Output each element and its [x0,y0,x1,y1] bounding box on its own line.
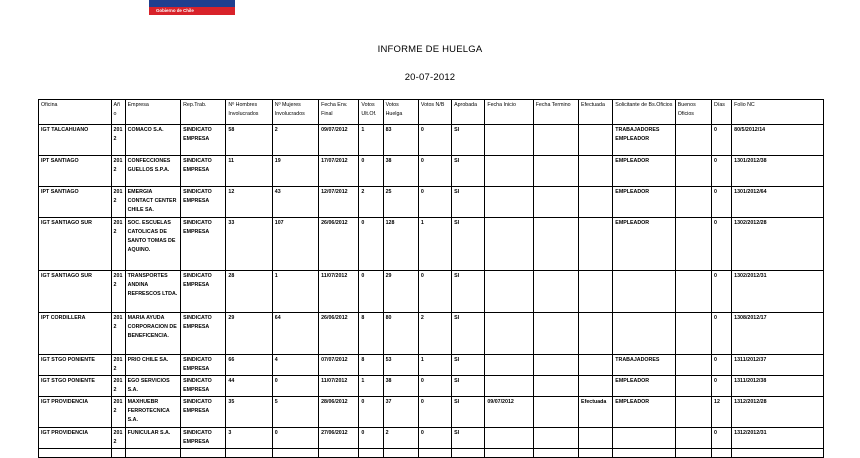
table-row [39,187,824,218]
cell-dias: 0 [712,125,732,156]
cell-folio-nc: 1312/2012/28 [732,397,824,428]
cell-votos-nb: 1 [418,218,451,271]
column-header-ano: Año [111,100,125,125]
cell-votos-nb: 0 [418,428,451,449]
cell-solicitante [613,271,675,313]
cell-n-mujeres: 19 [272,156,318,187]
cell-votos-huelga: 25 [383,187,418,218]
cell-votos-ult-of: 8 [359,313,383,355]
cell-folio-nc: 1308/2012/17 [732,313,824,355]
government-logo [149,0,235,15]
table-row [39,376,824,397]
cell-ano: 2012 [111,376,125,397]
cell-oficina: IGT TALCAHUANO [39,125,112,156]
cell-fecha-env-final: 11/07/2012 [319,376,359,397]
cell-efectuada [579,125,613,156]
cell-efectuada [579,156,613,187]
cell-votos-huelga: 37 [383,397,418,428]
column-header-folio-nc: Folio NC [732,100,824,125]
cell-fecha-termino [533,397,578,428]
cell-empresa: COMACO S.A. [125,125,180,156]
cell-aprobada: SI [452,187,485,218]
cell-n-mujeres: 107 [272,218,318,271]
cell-n-hombres: 35 [226,397,272,428]
column-header-efectuada: Efectuada [579,100,613,125]
cell-solicitante: EMPLEADOR [613,397,675,428]
cell-n-mujeres: 4 [272,355,318,376]
cell-solicitante [613,428,675,449]
cell-fecha-inicio [485,156,533,187]
cell-votos-ult-of: 1 [359,125,383,156]
cell-oficina: IPT SANTIAGO [39,156,112,187]
column-header-votos-ult-of: Votos Ult.Of. [359,100,383,125]
cell-fecha-inicio [485,376,533,397]
cell-buenos-oficios [675,355,711,376]
cell-dias: 0 [712,218,732,271]
cell-oficina: IGT SANTIAGO SUR [39,271,112,313]
cell-votos-huelga: 53 [383,355,418,376]
cell-solicitante: TRABAJADORES [613,355,675,376]
cell-fecha-inicio [485,271,533,313]
table-row [39,125,824,156]
cell-folio-nc: 1311/2012/38 [732,376,824,397]
cell-votos-nb: 0 [418,187,451,218]
cell-fecha-env-final: 27/06/2012 [319,428,359,449]
cell-fecha-inicio [485,313,533,355]
strike-report-table [38,99,824,458]
cell-dias: 0 [712,355,732,376]
cell-efectuada [579,355,613,376]
header-row [39,100,824,125]
cell-efectuada [579,428,613,449]
column-header-n-hombres: Nº Hombres Involucrados [226,100,272,125]
cell-oficina: IGT STGO PONIENTE [39,355,112,376]
cell-fecha-termino [533,125,578,156]
cell-fecha-termino [533,313,578,355]
cell-fecha-inicio [485,125,533,156]
cell-votos-ult-of: 8 [359,355,383,376]
cell-fecha-inicio [485,187,533,218]
cell-rep-trab: SINDICATO EMPRESA [181,428,226,449]
cell-folio-nc: 1301/2012/38 [732,156,824,187]
table-row [39,428,824,449]
cell-votos-nb: 0 [418,376,451,397]
cell-fecha-termino [533,355,578,376]
cell-folio-nc: 80/5/2012/14 [732,125,824,156]
cell-rep-trab: SINDICATO EMPRESA [181,187,226,218]
cell-dias: 0 [712,376,732,397]
table-row [39,355,824,376]
column-header-fecha-termino: Fecha Termino [533,100,578,125]
cell-dias: 0 [712,428,732,449]
cell-votos-nb: 0 [418,397,451,428]
cell-aprobada: SI [452,397,485,428]
cell-oficina: IPT CORDILLERA [39,313,112,355]
cell-rep-trab: SINDICATO EMPRESA [181,125,226,156]
cell-rep-trab: SINDICATO EMPRESA [181,156,226,187]
cell-ano: 2012 [111,428,125,449]
cell-solicitante: EMPLEADOR [613,156,675,187]
cell-dias: 0 [712,156,732,187]
cell-aprobada: SI [452,156,485,187]
cell-rep-trab: SINDICATO EMPRESA [181,376,226,397]
cell-n-hombres: 58 [226,125,272,156]
cell-n-mujeres: 5 [272,397,318,428]
cell-efectuada [579,376,613,397]
cell-empresa: EGO SERVICIOS S.A. [125,376,180,397]
column-header-fecha-inicio: Fecha Inicio [485,100,533,125]
table-row [39,271,824,313]
column-header-solicitante: Solicitante de Bs.Oficios [613,100,675,125]
cell-aprobada: SI [452,218,485,271]
cell-n-hombres: 29 [226,313,272,355]
cell-votos-ult-of: 2 [359,187,383,218]
cell-solicitante: EMPLEADOR [613,376,675,397]
cell-folio-nc: 1301/2012/64 [732,187,824,218]
cell-dias: 0 [712,187,732,218]
cell-aprobada: SI [452,271,485,313]
cell-empresa: MAXHUEBR FERROTECNICA S.A. [125,397,180,428]
cell-votos-ult-of: 0 [359,218,383,271]
cell-n-mujeres: 2 [272,125,318,156]
cell-n-hombres: 12 [226,187,272,218]
report-date: 20-07-2012 [404,72,456,83]
report-title: INFORME DE HUELGA [377,44,483,55]
cell-votos-huelga: 38 [383,156,418,187]
cell-n-hombres: 3 [226,428,272,449]
cell-votos-ult-of: 1 [359,376,383,397]
cell-solicitante: TRABAJADORES EMPLEADOR [613,125,675,156]
cell-solicitante [613,313,675,355]
cell-folio-nc: 1311/2012/37 [732,355,824,376]
cell-empresa: CONFECCIONES GUELLOS S.P.A. [125,156,180,187]
cell-fecha-inicio: 09/07/2012 [485,397,533,428]
cell-empresa: EMERGIA CONTACT CENTER CHILE SA. [125,187,180,218]
cell-fecha-env-final: 17/07/2012 [319,156,359,187]
cell-n-mujeres: 64 [272,313,318,355]
cell-fecha-inicio [485,355,533,376]
cell-fecha-env-final: 07/07/2012 [319,355,359,376]
cell-rep-trab: SINDICATO EMPRESA [181,218,226,271]
cell-oficina: IGT STGO PONIENTE [39,376,112,397]
cell-votos-ult-of: 0 [359,428,383,449]
column-header-buenos-oficios: Buenos Oficios [675,100,711,125]
cell-buenos-oficios [675,271,711,313]
cell-n-mujeres: 1 [272,271,318,313]
cell-fecha-termino [533,376,578,397]
cell-solicitante: EMPLEADOR [613,218,675,271]
cell-buenos-oficios [675,313,711,355]
cell-ano: 2012 [111,313,125,355]
column-header-rep-trab: Rep.Trab. [181,100,226,125]
cell-solicitante: EMPLEADOR [613,187,675,218]
cell-empresa: MARIA AYUDA CORPORACION DE BENEFICENCIA. [125,313,180,355]
cell-buenos-oficios [675,428,711,449]
cell-ano: 2012 [111,355,125,376]
cell-votos-huelga: 29 [383,271,418,313]
column-header-fecha-env-final: Fecha Env. Final [319,100,359,125]
column-header-oficina: Oficina [39,100,112,125]
cell-ano: 2012 [111,125,125,156]
column-header-votos-huelga: Votos Huelga [383,100,418,125]
cell-fecha-env-final: 28/06/2012 [319,397,359,428]
cell-oficina: IPT SANTIAGO [39,187,112,218]
cell-empresa: FUNICULAR S.A. [125,428,180,449]
cell-fecha-env-final: 12/07/2012 [319,187,359,218]
cell-oficina: IGT PROVIDENCIA [39,397,112,428]
cell-fecha-inicio [485,428,533,449]
cell-aprobada: SI [452,428,485,449]
column-header-aprobada: Aprobada [452,100,485,125]
cell-ano: 2012 [111,271,125,313]
cell-empresa: SOC. ESCUELAS CATOLICAS DE SANTO TOMAS DE AQUINO. [125,218,180,271]
cell-votos-ult-of: 0 [359,397,383,428]
cell-n-hombres: 33 [226,218,272,271]
cell-fecha-termino [533,271,578,313]
cell-efectuada [579,271,613,313]
cell-dias: 0 [712,271,732,313]
cell-n-mujeres: 43 [272,187,318,218]
cell-fecha-env-final: 11/07/2012 [319,271,359,313]
cell-efectuada [579,313,613,355]
cell-n-hombres: 28 [226,271,272,313]
cell-fecha-inicio [485,218,533,271]
cell-ano: 2012 [111,187,125,218]
cell-fecha-termino [533,187,578,218]
cell-aprobada: SI [452,355,485,376]
cell-buenos-oficios [675,187,711,218]
cell-efectuada [579,187,613,218]
cell-rep-trab: SINDICATO EMPRESA [181,397,226,428]
cell-folio-nc: 1302/2012/28 [732,218,824,271]
cell-votos-ult-of: 0 [359,156,383,187]
cell-fecha-termino [533,428,578,449]
cell-empresa: TRANSPORTES ANDINA REFRESCOS LTDA. [125,271,180,313]
cell-buenos-oficios [675,125,711,156]
cell-buenos-oficios [675,397,711,428]
cell-fecha-env-final: 09/07/2012 [319,125,359,156]
cell-rep-trab: SINDICATO EMPRESA [181,355,226,376]
cell-oficina: IGT SANTIAGO SUR [39,218,112,271]
cell-votos-nb: 0 [418,156,451,187]
cell-fecha-env-final: 26/06/2012 [319,218,359,271]
cell-n-mujeres: 0 [272,428,318,449]
cell-votos-nb: 0 [418,271,451,313]
cell-n-hombres: 66 [226,355,272,376]
cell-folio-nc: 1312/2012/31 [732,428,824,449]
cell-votos-nb: 1 [418,355,451,376]
table-row [39,313,824,355]
cell-n-mujeres: 0 [272,376,318,397]
cell-dias: 0 [712,313,732,355]
column-header-votos-nb: Votos N/B [418,100,451,125]
table-body [39,125,824,458]
cell-oficina: IGT PROVIDENCIA [39,428,112,449]
cell-votos-nb: 2 [418,313,451,355]
cell-aprobada: SI [452,313,485,355]
cell-efectuada [579,218,613,271]
table-row [39,156,824,187]
cell-ano: 2012 [111,156,125,187]
cell-fecha-termino [533,218,578,271]
column-header-n-mujeres: Nº Mujeres Involucrados [272,100,318,125]
cell-fecha-termino [533,156,578,187]
cell-efectuada: Efectuada [579,397,613,428]
cell-votos-huelga: 2 [383,428,418,449]
cell-votos-huelga: 83 [383,125,418,156]
cell-fecha-env-final: 26/06/2012 [319,313,359,355]
cell-folio-nc: 1302/2012/31 [732,271,824,313]
cell-votos-nb: 0 [418,125,451,156]
cell-n-hombres: 11 [226,156,272,187]
table-row [39,397,824,428]
cell-buenos-oficios [675,376,711,397]
cell-aprobada: SI [452,125,485,156]
cell-ano: 2012 [111,397,125,428]
cell-rep-trab: SINDICATO EMPRESA [181,313,226,355]
cell-ano: 2012 [111,218,125,271]
cell-n-hombres: 44 [226,376,272,397]
cell-empresa: PRIO CHILE SA. [125,355,180,376]
cell-buenos-oficios [675,218,711,271]
cell-buenos-oficios [675,156,711,187]
cell-rep-trab: SINDICATO EMPRESA [181,271,226,313]
cell-dias: 12 [712,397,732,428]
cell-aprobada: SI [452,376,485,397]
column-header-empresa: Empresa [125,100,180,125]
table-row [39,218,824,271]
cell-votos-huelga: 38 [383,376,418,397]
logo-text: Gobierno de Chile [156,8,194,13]
cell-votos-huelga: 80 [383,313,418,355]
cell-votos-ult-of: 0 [359,271,383,313]
column-header-dias: Días [712,100,732,125]
cell-votos-huelga: 128 [383,218,418,271]
